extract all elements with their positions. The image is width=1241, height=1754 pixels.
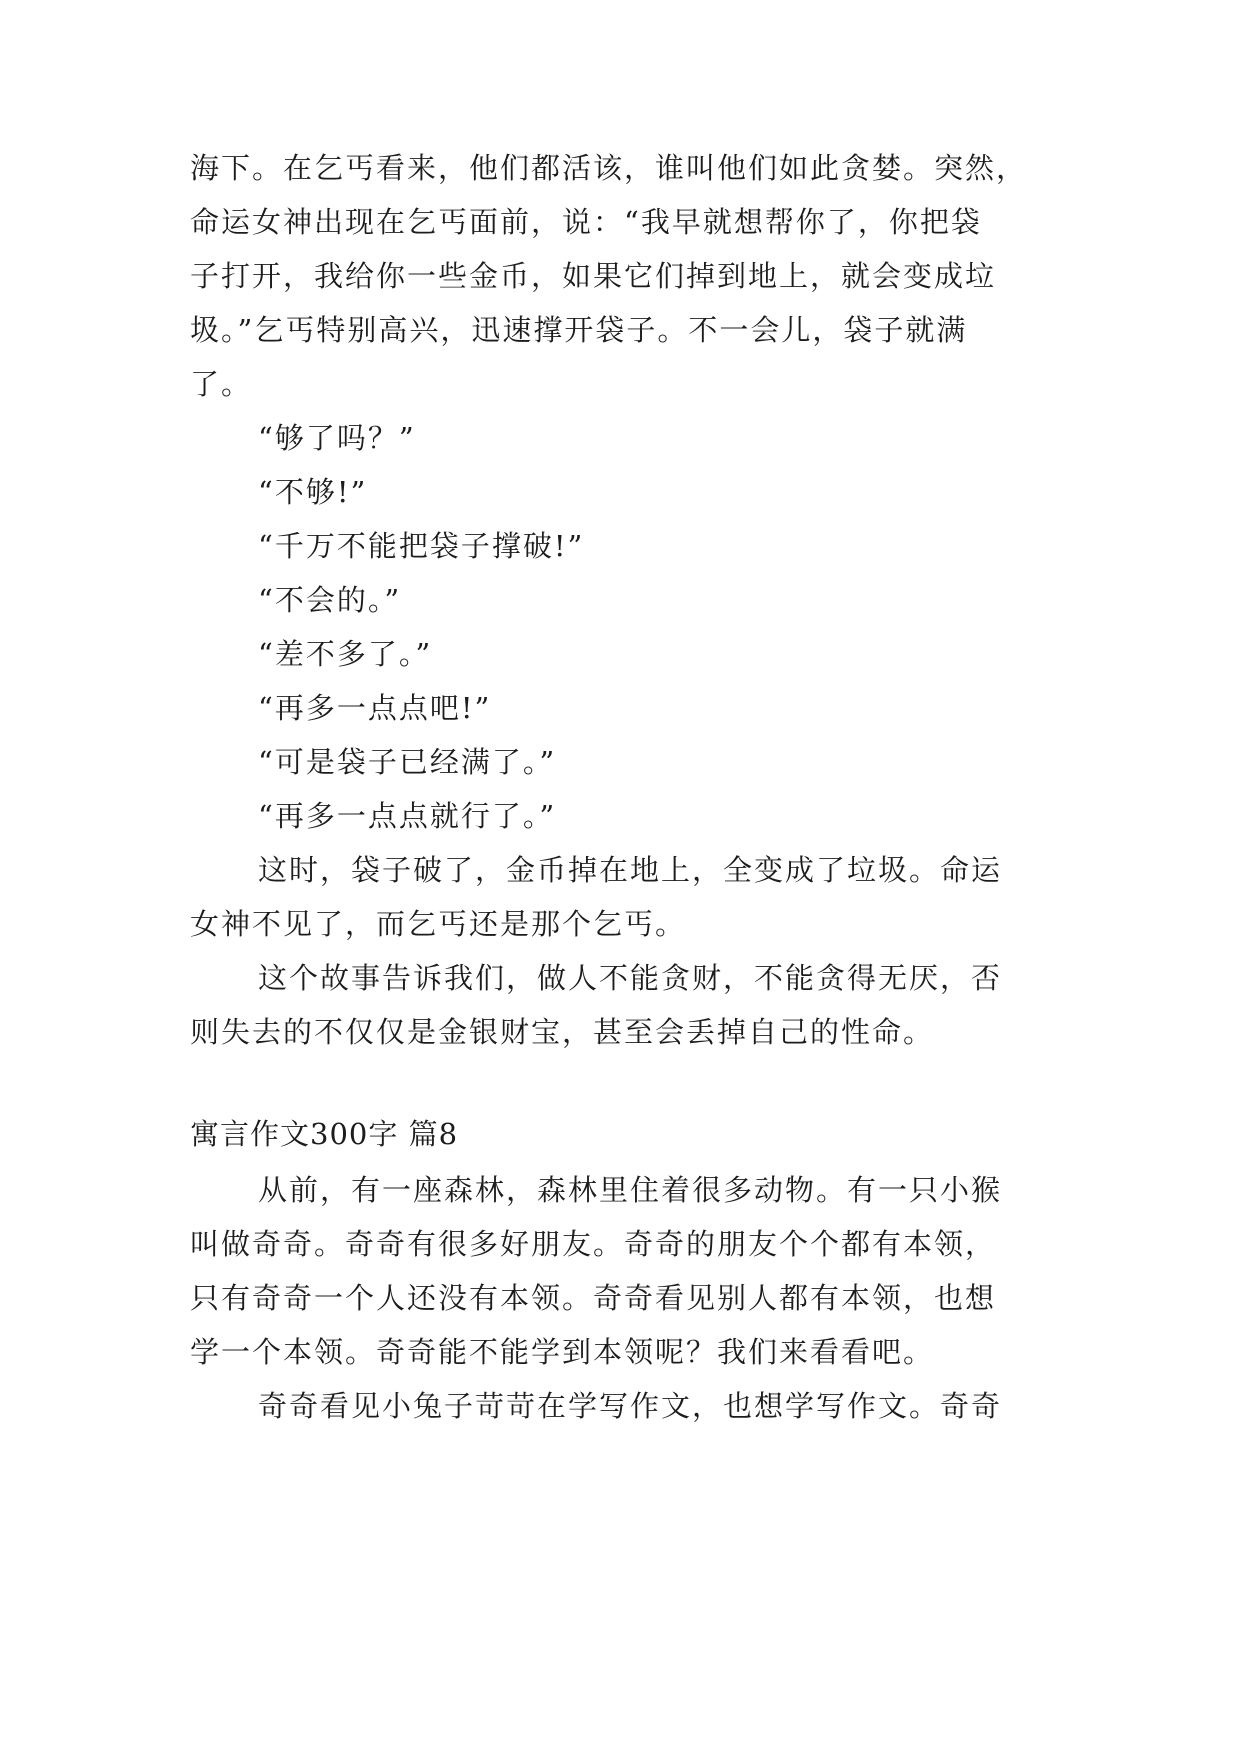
paragraph-line: 这时，袋子破了，金币掉在地上，全变成了垃圾。命运 [258, 853, 1003, 887]
paragraph-line: 奇奇看见小兔子苛苛在学写作文，也想学写作文。奇奇 [258, 1389, 1003, 1423]
dialogue-line: “不够!” [258, 475, 368, 509]
paragraph-line: 这个故事告诉我们，做人不能贪财，不能贪得无厌，否 [258, 961, 1003, 995]
paragraph-line: 圾。”乞丐特别高兴，迅速撑开袋子。不一会儿，袋子就满 [190, 313, 968, 347]
paragraph-line: 命运女神出现在乞丐面前，说：“我早就想帮你了，你把袋 [190, 205, 982, 239]
dialogue-line: “够了吗？” [258, 421, 416, 455]
dialogue-line: “再多一点点吧!” [258, 691, 492, 725]
dialogue-line: “可是袋子已经满了。” [258, 745, 557, 779]
dialogue-line: “千万不能把袋子撑破!” [258, 529, 585, 563]
section-heading: 寓言作文300字 篇8 [190, 1117, 459, 1151]
paragraph-line: 子打开，我给你一些金币，如果它们掉到地上，就会变成垃 [190, 259, 997, 293]
paragraph-line: 了。 [190, 367, 253, 401]
dialogue-line: “差不多了。” [258, 637, 433, 671]
paragraph-line: 从前，有一座森林，森林里住着很多动物。有一只小猴 [258, 1173, 1003, 1207]
dialogue-line: “再多一点点就行了。” [258, 799, 557, 833]
paragraph-line: 叫做奇奇。奇奇有很多好朋友。奇奇的朋友个个都有本领， [190, 1227, 997, 1261]
paragraph-line: 只有奇奇一个人还没有本领。奇奇看见别人都有本领，也想 [190, 1281, 997, 1315]
paragraph-line: 女神不见了，而乞丐还是那个乞丐。 [190, 907, 687, 941]
paragraph-line: 学一个本领。奇奇能不能学到本领呢？我们来看看吧。 [190, 1335, 935, 1369]
dialogue-line: “不会的。” [258, 583, 402, 617]
paragraph-line: 海下。在乞丐看来，他们都活该，谁叫他们如此贪婪。突然， [190, 151, 1028, 185]
paragraph-line: 则失去的不仅仅是金银财宝，甚至会丢掉自己的性命。 [190, 1015, 935, 1049]
